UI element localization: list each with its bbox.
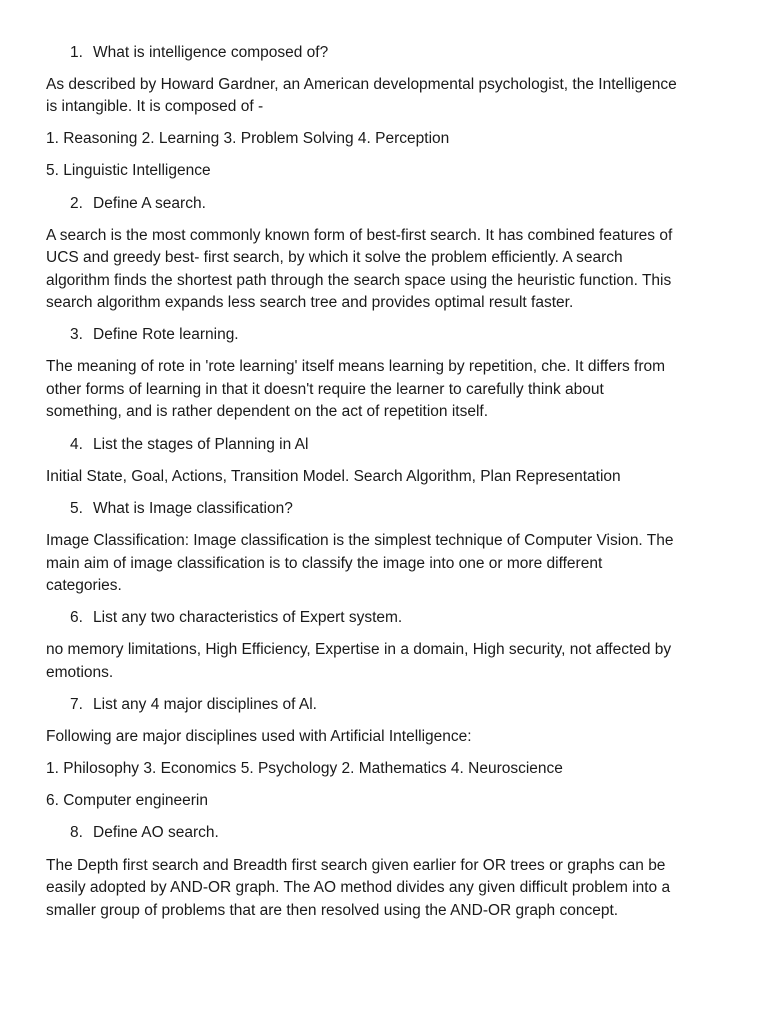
question-1 [70, 44, 768, 62]
question-number: 7. [70, 696, 83, 713]
question-number: 6. [70, 609, 83, 626]
answer-line: Initial State, Goal, Actions, Transition Model. Search Algorithm, Plan Representation [46, 468, 621, 485]
answer-line: easily adopted by AND-OR graph. The AO method divides any given difficult problem into a [46, 879, 671, 896]
answer-line: something, and is rather dependent on the act of repetition itself. [46, 403, 489, 420]
answer-line: other forms of learning in that it doesn't require the learner to carefully think about [46, 381, 604, 398]
question-2 [70, 195, 768, 213]
answer-list-line: 1. Philosophy 3. Economics 5. Psychology 2. Mathematics 4. Neuroscience [46, 760, 563, 777]
question-number: 4. [70, 436, 83, 453]
answer-line: no memory limitations, High Efficiency, Expertise in a domain, High security, not affected by [46, 641, 672, 658]
question-text: What is intelligence composed of? [93, 44, 329, 61]
question-text: List the stages of Planning in Al [93, 436, 309, 453]
answer-list-line: 5. Linguistic Intelligence [46, 162, 211, 179]
question-8 [70, 824, 768, 842]
question-text: List any 4 major disciplines of Al. [93, 696, 317, 713]
question-text: List any two characteristics of Expert system. [93, 609, 403, 626]
answer-line: emotions. [46, 664, 114, 681]
answer-line: search algorithm expands less search tree and provides optimal result faster. [46, 294, 574, 311]
answer-line: A search is the most commonly known form of best-first search. It has combined features of [46, 227, 673, 244]
answer-line: Image Classification: Image classification is the simplest technique of Computer Vision. The [46, 532, 674, 549]
answer-line: The meaning of rote in 'rote learning' itself means learning by repetition, che. It differs from [46, 358, 666, 375]
question-text: Define AO search. [93, 824, 219, 841]
answer-list-line: 1. Reasoning 2. Learning 3. Problem Solving 4. Perception [46, 130, 450, 147]
answer-line: categories. [46, 577, 122, 594]
question-4 [70, 436, 768, 454]
answer-line: algorithm finds the shortest path through the search space using the heuristic function. This [46, 272, 672, 289]
question-number: 2. [70, 195, 83, 212]
question-5 [70, 500, 768, 518]
answer-line: Following are major disciplines used with Artificial Intelligence: [46, 728, 472, 745]
question-number: 3. [70, 326, 83, 343]
question-text: What is Image classification? [93, 500, 293, 517]
question-3 [70, 326, 768, 344]
question-number: 5. [70, 500, 83, 517]
question-text: Define Rote learning. [93, 326, 239, 343]
answer-line: As described by Howard Gardner, an American developmental psychologist, the Intelligence [46, 76, 677, 93]
question-6 [70, 609, 768, 627]
question-text: Define A search. [93, 195, 206, 212]
answer-list-line: 6. Computer engineerin [46, 792, 208, 809]
answer-line: UCS and greedy best- first search, by which it solve the problem efficiently. A search [46, 249, 623, 266]
answer-line: main aim of image classification is to classify the image into one or more different [46, 555, 603, 572]
answer-line: The Depth first search and Breadth first search given earlier for OR trees or graphs can be [46, 857, 666, 874]
question-number: 1. [70, 44, 83, 61]
question-number: 8. [70, 824, 83, 841]
answer-line: is intangible. It is composed of - [46, 98, 264, 115]
question-7 [70, 696, 768, 714]
answer-line: smaller group of problems that are then resolved using the AND-OR graph concept. [46, 902, 619, 919]
